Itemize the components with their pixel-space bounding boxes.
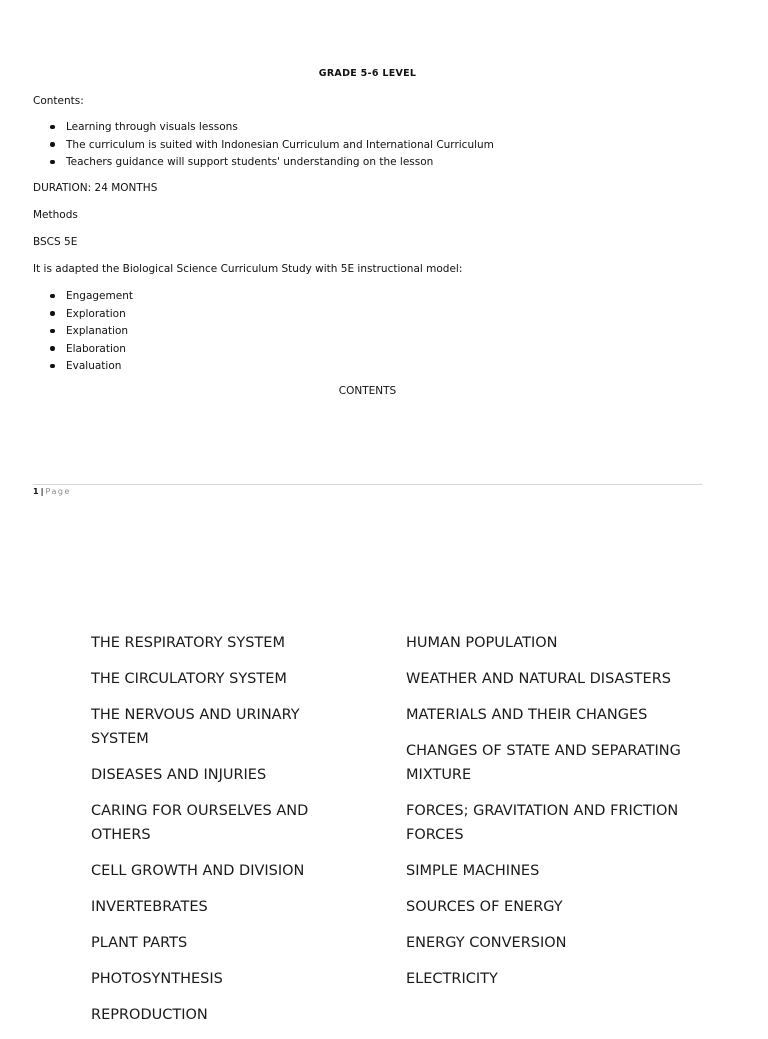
toc-left-column [91,631,331,1039]
footer-separator: | [40,487,44,496]
contents-label: Contents: [33,95,84,107]
toc-item: INVERTEBRATES [91,899,208,915]
toc-item: WEATHER AND NATURAL DISASTERS [406,671,671,687]
model-list-item: Elaboration [33,342,133,360]
contents-list-item: Teachers guidance will support students' understanding on the lesson [33,155,494,173]
model-list [33,289,133,377]
method-name: BSCS 5E [33,236,78,248]
toc-item: THE CIRCULATORY SYSTEM [91,671,287,687]
footer-divider [33,484,702,485]
model-list-item: Exploration [33,307,133,325]
toc-item: MATERIALS AND THEIR CHANGES [406,707,648,723]
page-title: GRADE 5-6 LEVEL [318,68,417,79]
toc-item: REPRODUCTION [91,1007,208,1023]
toc-item: ELECTRICITY [406,971,498,987]
page-footer [33,487,71,496]
toc-item: HUMAN POPULATION [406,635,558,651]
toc-item: SIMPLE MACHINES [406,863,540,879]
toc-item: PLANT PARTS [91,935,188,951]
toc-item: FORCES; GRAVITATION AND FRICTION FORCES [406,803,679,843]
model-list-item: Evaluation [33,359,133,377]
model-list-item: Engagement [33,289,133,307]
toc-item: ENERGY CONVERSION [406,935,567,951]
toc-item: THE RESPIRATORY SYSTEM [91,635,285,651]
methods-label: Methods [33,209,78,221]
contents-list-item: Learning through visuals lessons [33,120,494,138]
contents-list [33,120,494,173]
toc-item: CELL GROWTH AND DIVISION [91,863,305,879]
toc-item: PHOTOSYNTHESIS [91,971,223,987]
toc-item: SOURCES OF ENERGY [406,899,563,915]
model-list-item: Explanation [33,324,133,342]
toc-item: CHANGES OF STATE AND SEPARATING MIXTURE [406,743,681,783]
contents-list-item: The curriculum is suited with Indonesian Curriculum and International Curriculum [33,138,494,156]
toc-right-column [406,631,706,1003]
method-description: It is adapted the Biological Science Curriculum Study with 5E instructional model: [33,263,463,275]
toc-item: CARING FOR OURSELVES AND OTHERS [91,803,309,843]
page-number: 1 [33,487,39,496]
toc-item: THE NERVOUS AND URINARY SYSTEM [91,707,300,747]
duration-text: DURATION: 24 MONTHS [33,182,158,194]
page-word: Page [45,487,71,496]
contents-heading: CONTENTS [338,385,397,397]
toc-item: DISEASES AND INJURIES [91,767,267,783]
